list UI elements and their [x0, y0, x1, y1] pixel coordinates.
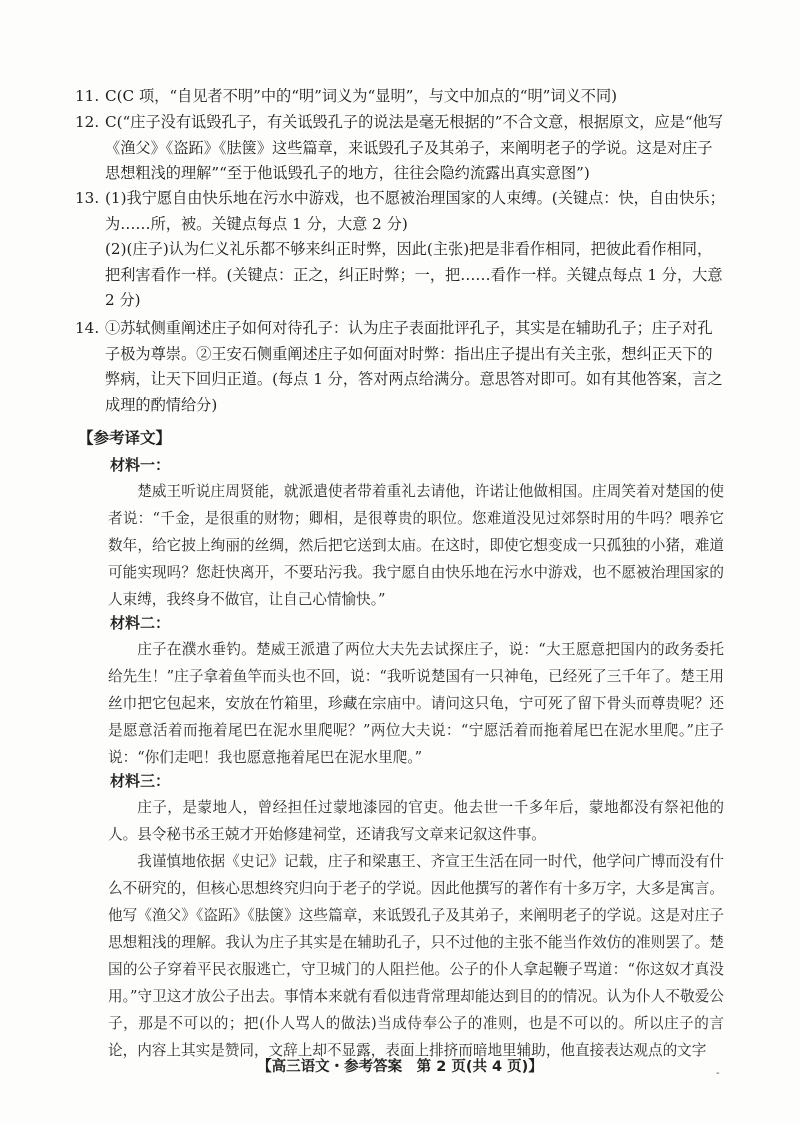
answer-14 — [75, 316, 725, 418]
paragraph: 楚威王听说庄周贤能，就派遣使者带着重礼去请他，许诺让他做相国。庄周笑着对楚国的使者说：“千金，是很重的财物；卿相，是很尊贵的职位。您难道没见过郊祭时用的牛吗？喂养它数年，给它披上绚丽的丝绸，然后把它送到太庙。在这时，即使它想变成一只孤独的小猪，难道可能实现吗？您赶快离开，不要玷污我。我宁愿自由快乐地在污水中游戏，也不愿被治理国家的人束缚，我终身不做官，让自己心情愉快。” — [108, 483, 724, 608]
answer-12 — [75, 110, 725, 187]
answer-text: C(C 项，“自见者不明”中的“明”词义为“显明”，与文中加点的“明”词义不同) — [105, 87, 618, 105]
answer-number: 14. — [75, 319, 100, 337]
material-3-text — [108, 794, 724, 1064]
material-2-label: 材料二： — [110, 614, 171, 632]
answer-number: 11. — [75, 87, 100, 105]
answer-text-part-2: (2)(庄子)认为仁义礼乐都不够来纠正时弊，因此(主张)把是非看作相同，把彼此看作相同，把利害看作一样。(关键点：正之，纠正时弊；一，把……看作一样。关键点每点 1 分，大意 2 分) — [105, 240, 723, 310]
answer-text: C(“庄子没有诋毁孔子，有关诋毁孔子的说法是毫无根据的”不合文意，根据原文，应是“他写《渔父》《盗跖》《胠箧》这些篇章，来诋毁孔子及其弟子，来阐明老子的学说。这是对庄子思想粗浅的理解”“至于他诋毁孔子的地方，往往会隐约流露出真实意图”) — [105, 113, 723, 183]
paragraph: 我谨慎地依据《史记》记载，庄子和梁惠王、齐宣王生活在同一时代，他学问广博而没有什么不研究的，但核心思想终究归向于老子的学说。因此他撰写的著作有十多万字，大多是寓言。他写《渔父》《盗跖》《胠箧》这些篇章，来诋毁孔子及其弟子，来阐明老子的学说。这是对庄子思想粗浅的理解。我认为庄子其实是在辅助孔子，只不过他的主张不能当作效仿的准则罢了。楚国的公子穿着平民衣服逃亡，守卫城门的人阻拦他。公子的仆人拿起鞭子骂道：“你这奴才真没用。”守卫这才放公子出去。事情本来就有看似违背常理却能达到目的的情况。认为仆人不敬爱公子，那是不可以的；把(仆人骂人的做法)当成侍奉公子的准则，也是不可以的。所以庄子的言论，内容上其实是赞同，文辞上却不显露，表面上排挤而暗地里辅助，他直接表达观点的文字 — [108, 853, 724, 1059]
section-heading: 【参考译文】 — [78, 429, 172, 447]
paragraph: 庄子在濮水垂钓。楚威王派遣了两位大夫先去试探庄子，说：“大王愿意把国内的政务委托给先生！”庄子拿着鱼竿而头也不回，说：“我听说楚国有一只神龟，已经死了三千年了。楚王用丝巾把它包起来，安放在竹箱里，珍藏在宗庙中。请问这只龟，宁可死了留下骨头而尊贵呢？还是愿意活着而拖着尾巴在泥水里爬呢？”两位大夫说：“宁愿活着而拖着尾巴在泥水里爬。”庄子说：“你们走吧！我也愿意拖着尾巴在泥水里爬。” — [108, 641, 724, 766]
page-footer: 【高三语文・参考答案 第 2 页(共 4 页)】 — [257, 1059, 543, 1075]
paragraph: 庄子，是蒙地人，曾经担任过蒙地漆园的官吏。他去世一千多年后，蒙地都没有祭祀他的人。县令秘书丞王兢才开始修建祠堂，还请我写文章来记叙这件事。 — [108, 799, 724, 843]
material-2-text — [108, 636, 724, 771]
answer-number: 13. — [75, 189, 100, 207]
material-1-label: 材料一： — [110, 456, 171, 474]
material-3-label: 材料三： — [110, 772, 171, 790]
answer-number: 12. — [75, 113, 100, 131]
answer-13 — [75, 186, 725, 314]
answer-text: (1)我宁愿自由快乐地在污水中游戏，也不愿被治理国家的人束缚。(关键点：快，自由快乐；为……所，被。关键点每点 1 分，大意 2 分) — [105, 189, 725, 233]
answer-11 — [75, 84, 725, 110]
material-1-text — [108, 478, 724, 613]
corner-mark: - — [716, 1068, 720, 1079]
answer-text: ①苏轼侧重阐述庄子如何对待孔子：认为庄子表面批评孔子，其实是在辅助孔子；庄子对孔子极为尊崇。②王安石侧重阐述庄子如何面对时弊：指出庄子提出有关主张，想纠正天下的弊病，让天下回归正道。(每点 1 分，答对两点给满分。意思答对即可。如有其他答案，言之成理的酌情给分) — [105, 319, 723, 414]
